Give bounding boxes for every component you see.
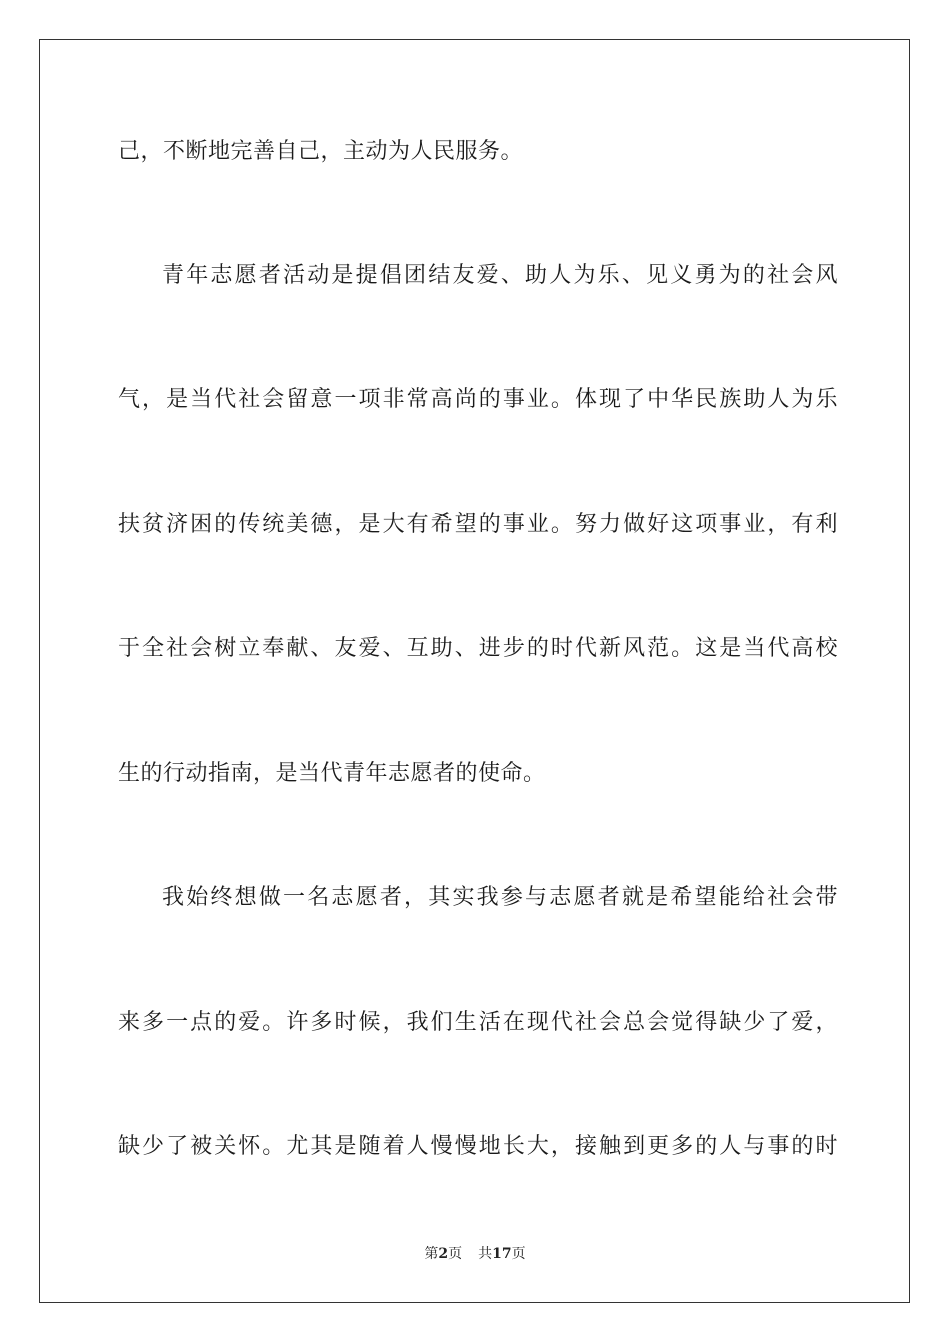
text-line-6: 生的行动指南，是当代青年志愿者的使命。 [118, 761, 546, 786]
text-line-9: 缺少了被关怀。尤其是随着人慢慢地长大，接触到更多的人与事的时 [118, 1134, 838, 1159]
page-number-label: 第2页 [424, 1246, 463, 1262]
text-line-7: 我始终想做一名志愿者，其实我参与志愿者就是希望能给社会带 [162, 885, 838, 910]
page-footer [0, 1244, 950, 1264]
text-line-1: 己，不断地完善自己，主动为人民服务。 [118, 139, 524, 164]
page-total-label: 共17页 [478, 1246, 526, 1262]
text-line-5: 于全社会树立奉献、友爱、互助、进步的时代新风范。这是当代高校 [118, 636, 838, 661]
text-line-2: 青年志愿者活动是提倡团结友爱、助人为乐、见义勇为的社会风 [162, 263, 838, 288]
text-line-8: 来多一点的爱。许多时候，我们生活在现代社会总会觉得缺少了爱， [118, 1010, 838, 1035]
text-line-3: 气，是当代社会留意一项非常高尚的事业。体现了中华民族助人为乐 [118, 387, 838, 412]
page-frame [39, 39, 910, 1303]
text-line-4: 扶贫济困的传统美德，是大有希望的事业。努力做好这项事业，有利 [118, 512, 838, 537]
